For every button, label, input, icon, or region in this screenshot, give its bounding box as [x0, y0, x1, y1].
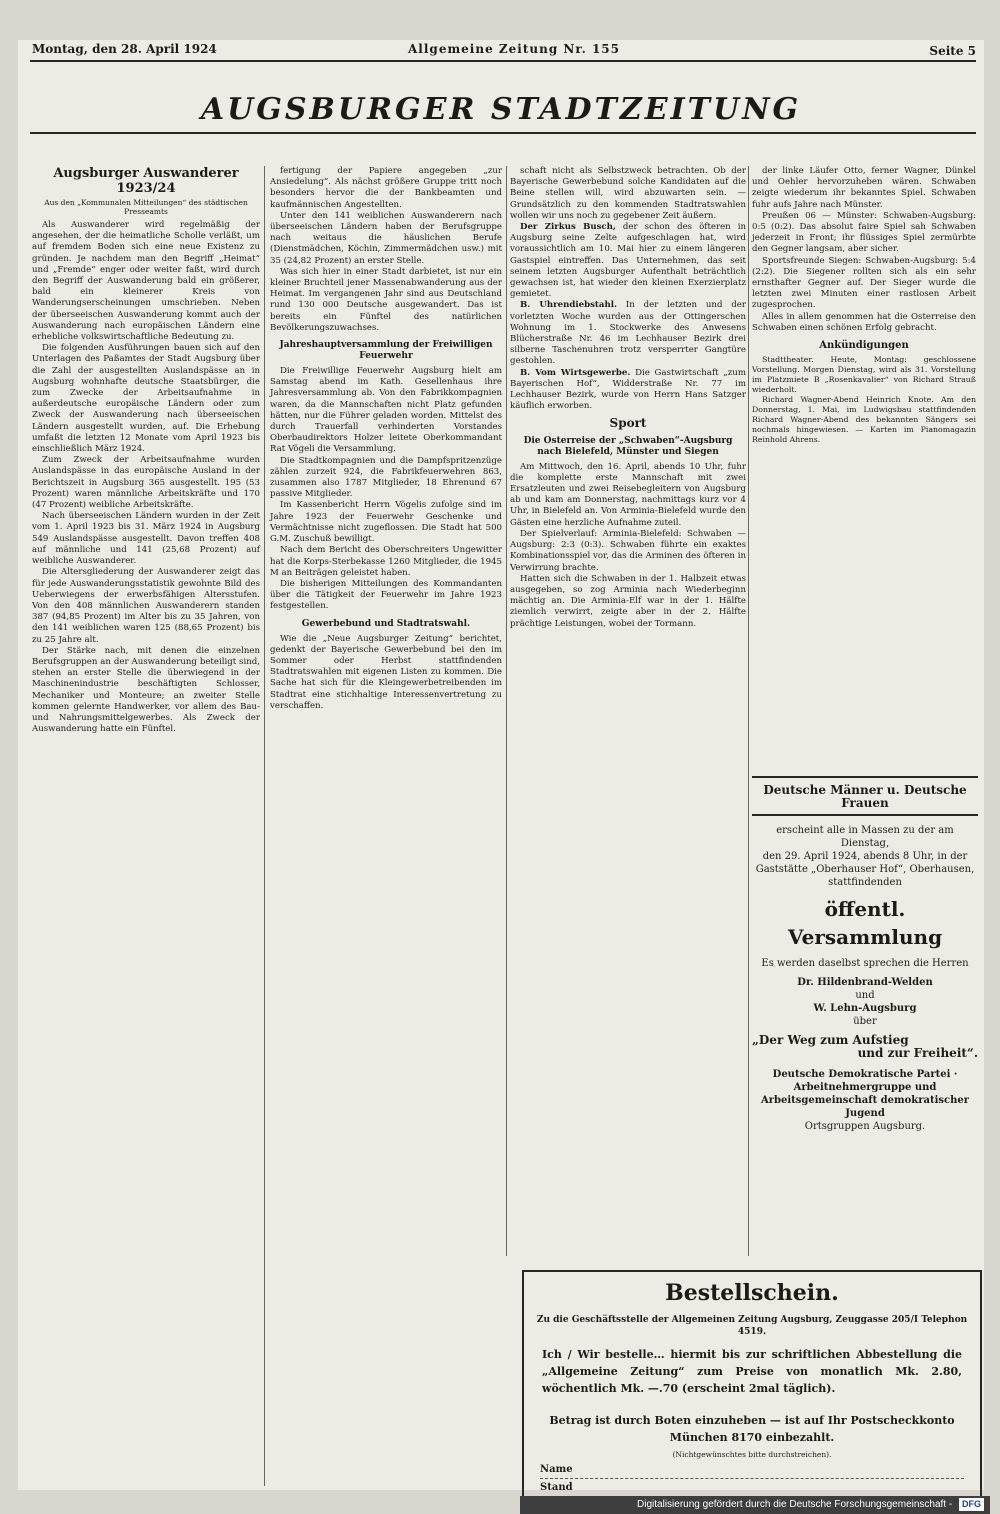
article-headline: Die Osterreise der „Schwaben“-Augsburg nach Bielefeld, Münster und Siegen: [523, 435, 733, 457]
header-rule: [30, 60, 976, 62]
paragraph: Sportsfreunde Siegen: Schwaben-Augsburg: 5:4 (2:2). Die Siegener rollten sich als ein sehr ernsthafter Gegner auf. Der Sieger wurde die letzten zwei Minuten einer rastlosen Arbeit zugesprochen.: [752, 255, 976, 311]
ad-speaker: W. Lehn-Augsburg: [813, 1003, 917, 1014]
ad-big-text: öffentl. Versammlung: [787, 897, 943, 949]
page-header: [18, 40, 984, 56]
item-headline: Der Zirkus Busch,: [520, 222, 616, 233]
item-headline: B. Vom Wirtsgewerbe.: [520, 367, 631, 378]
item-text: In der letzten und der vorletzten Woche wurden aus der Ottingerschen Wohnung im 1. Stockwerke des Anwesens Blücherstraße Nr. 46 im Lechhauser Bezirk drei silberne Taschenuhren trotz versperrter Gangtüre gestohlen.: [510, 300, 746, 367]
paragraph: Alles in allem genommen hat die Osterreise den Schwaben einen schönen Erfolg gebracht.: [752, 311, 976, 333]
order-form: [522, 1270, 982, 1514]
ad-line: über: [853, 1016, 877, 1027]
announcements-heading: Ankündigungen: [819, 340, 909, 352]
digitization-footer: [520, 1496, 990, 1514]
ad-topic: „Der Weg zum Aufstieg: [752, 1033, 909, 1047]
paragraph: fertigung der Papiere angegeben „zur Ansiedelung“. Als nächst größere Gruppe tritt noch besonders hervor die der Bankbeamten und kaufmännischen Angestellten.: [270, 166, 502, 210]
paragraph: Zum Zweck der Arbeitsaufnahme wurden Auslandspässe in das europäische Ausland in der Berichtszeit in Augsburg 365 ausgestellt. 195 (53 Prozent) waren männliche Arbeitskräfte und 170 (47 Prozent) weibliche Arbeitskräfte.: [32, 455, 260, 511]
paragraph: [510, 368, 746, 413]
title-rule: [30, 132, 976, 134]
article-headline: Gewerbebund und Stadtratswahl.: [301, 618, 471, 629]
item-text: der schon des öfteren in Augsburg seine Zelte aufgeschlagen hat, wird voraussichtlich am 10. Mai hier zu einem längeren Gastspiel eintreffen. Das Unternehmen, das seit seinem letzten Augsburger Aufenthalt beträchtlich gewachsen ist, hat wieder den kleinen Exerzierplatz gemietet.: [510, 222, 746, 300]
ad-speaker: Dr. Hildenbrand-Welden: [797, 977, 933, 988]
paragraph: [510, 300, 746, 367]
ad-line: erscheint alle in Massen zu der am Dienstag,: [776, 825, 954, 849]
paragraph: Der Stärke nach, mit denen die einzelnen Berufsgruppen an der Auswanderung beteiligt sind, stehen an erster Stelle die überwiegend in der Maschinenindustrie beschäftigten Schlosser, Mechaniker und Monteure; an zweiter Stelle kommen gelernte Handwerker, vor allem des Bau- und Nahrungsmittelgewerbes. Als Zweck der Auswanderung hatte ein Fünftel.: [32, 645, 260, 735]
political-advertisement: [752, 776, 978, 1133]
paragraph: Die folgenden Ausführungen bauen sich auf den Unterlagen des Paßamtes der Stadt Augsburg über die Zahl der ausgestellten Auslandspässe an in Augsburg wohnhafte deutsche Staatsbürger, die zum Zwecke der Arbeitsaufnahme in außerdeutsche europäische Ländern oder zum Zweck der Auswanderung nach überseeischen Ländern ausgestellt wurden, auf. Die Erhebung umfaßt die letzten 12 Monate vom April 1923 bis einschließlich März 1924.: [32, 343, 260, 455]
paragraph: Unter den 141 weiblichen Auswanderern nach überseeischen Ländern haben der Berufsgruppe nach weitaus die häuslichen Berufe (Dienstmädchen, Köchin, Zimmermädchen usw.) mit 35 (24,82 Prozent) an erster Stelle.: [270, 210, 502, 266]
section-heading-sport: Sport: [609, 416, 647, 431]
paragraph: Die Freiwillige Feuerwehr Augsburg hielt am Samstag abend im Kath. Gesellenhaus ihre Jahresversammlung ab. Von den Fabrikkompagnien waren, da die Mannschaften nicht Platz gefunden hätten, nur die Führer geladen worden. Mittelst des durch Trauerfall verhinderten Vorstandes Oberbaudirektors Holzer leitete Oberkommandant Rat Vögeli die Versammlung.: [270, 366, 502, 455]
paragraph: Nach dem Bericht des Oberschreiters Ungewitter hat die Korps-Sterbekasse 1260 Mitglieder, die 1945 M an Beiträgen geleistet haben.: [270, 545, 502, 578]
article-headline: Augsburger Auswanderer 1923/24: [53, 166, 239, 196]
article-emigrants: [32, 166, 260, 735]
paragraph: Die Stadtkompagnien und die Dampfspritzenzüge zählen zurzeit 924, die Fabrikfeuerwehren 863, zusammen also 1787 Mitglieder, 18 Ehrenund 67 passive Mitglieder.: [270, 455, 502, 500]
paragraph: Am Mittwoch, den 16. April, abends 10 Uhr, fuhr die komplette erste Mannschaft mit zwei Ersatzleuten und zwei Reisebegleitern von Augsburg ab und kam am Donnerstag, nachmittags kurz vor 4 Uhr, in Bielefeld an. Von Arminia-Bielefeld wurde den Gästen eine herzliche Aufnahme zuteil.: [510, 461, 746, 528]
dfg-logo: DFG: [959, 1498, 984, 1511]
paragraph: Als Auswanderer wird regelmäßig der angesehen, der die heimatliche Scholle verläßt, um auf fremdem Boden sich eine neue Existenz zu gründen. Je nachdem man den Begriff „Heimat“ und „Fremde“ enger oder weiter faßt, wird durch den Begriff der Auswanderung bald ein größerer, bald ein kleinerer Kreis von Wanderungserscheinungen umschrieben. Neben der überseeischen Auswanderung kommt auch der Auswanderung nach europäischen Ländern eine erhebliche volkswirtschaftliche Bedeutung zu.: [32, 220, 260, 343]
paragraph: [510, 222, 746, 300]
ad-headline: Deutsche Männer u. Deutsche Frauen: [752, 784, 978, 816]
order-form-stand-field: Stand: [540, 1482, 964, 1497]
section-title: AUGSBURGER STADTZEITUNG: [200, 92, 802, 127]
header-date: Montag, den 28. April 1924: [32, 42, 217, 56]
paragraph: Hatten sich die Schwaben in der 1. Halbzeit etwas ausgegeben, so zog Arminia nach Wiederbeginn mächtig an. Die Arminia-Elf war in der 1. Hälfte ziemlich verwirrt, zeigte aber in der 2. Hälfte prächtige Leistungen, wobei der Tormann.: [510, 573, 746, 629]
header-paper: Allgemeine Zeitung Nr. 155: [408, 42, 620, 56]
paragraph: Die bisherigen Mitteilungen des Kommandanten über die Tätigkeit der Feuerwehr im Jahre 1923 festgestellen.: [270, 578, 502, 612]
column-separator: [748, 166, 749, 1256]
paragraph: der linke Läufer Otto, ferner Wagner, Dünkel und Oehler hervorzuheben wären. Schwaben zeigte wiederum ihr bekanntes Spiel. Schwaben fuhr aufs Jahre nach Münster.: [752, 166, 976, 210]
ad-line: Gaststätte „Oberhauser Hof“, Oberhausen,: [755, 864, 975, 875]
order-form-address: Zu die Geschäftsstelle der Allgemeinen Zeitung Augsburg, Zeuggasse 205/I Telephon 4519.: [536, 1315, 968, 1337]
ad-line: Ortsgruppen Augsburg.: [804, 1121, 926, 1132]
order-form-note: (Nichtgewünschtes bitte durchstreichen).: [672, 1450, 832, 1459]
order-form-body: Ich / Wir bestelle… hiermit bis zur schriftlichen Abbestellung die „Allgemeine Zeitung“ zum Preise von monatlich Mk. 2.80, wöchentlich Mk. —.70 (erscheint 2mal täglich).: [542, 1348, 962, 1395]
ad-organizer: Deutsche Demokratische Partei · Arbeitnehmergruppe und Arbeitsgemeinschaft demokratischer Jugend: [761, 1069, 969, 1119]
announcement: Richard Wagner-Abend Heinrich Knote. Am den Donnerstag, 1. Mai, im Ludwigsbau stattfindenden Richard Wagner-Abend des bekannten Sängers sei nochmals hingewiesen. — Karten im Pianomagazin Reinhold Ahrens.: [752, 395, 976, 445]
order-form-name-field: Name: [540, 1464, 964, 1479]
paragraph: Preußen 06 — Münster: Schwaben-Augsburg: 0:5 (0:2). Das absolut faire Spiel sah Schwaben jederzeit in Front; ihr flüssiges Spiel zermürbte den Gegner langsam, aber sicher.: [752, 210, 976, 255]
order-form-title: Bestellschein.: [665, 1280, 839, 1306]
ad-topic: und zur Freiheit“.: [857, 1046, 978, 1060]
order-form-payment: Betrag ist durch Boten einzuheben — ist auf Ihr Postscheckkonto München 8170 einbezahlt.: [549, 1414, 955, 1444]
article-source: Aus den „Kommunalen Mitteilungen“ des städtischen Presseamts: [44, 198, 248, 216]
paragraph: Nach überseeischen Ländern wurden in der Zeit vom 1. April 1923 bis 31. März 1924 in Augsburg 549 Auslandspässe ausgestellt. Davon treffen 408 auf männliche und 141 (25,68 Prozent) auf weibliche Auswanderer.: [32, 511, 260, 567]
newspaper-page: [18, 40, 984, 1493]
paragraph: Was sich hier in einer Stadt darbietet, ist nur ein kleiner Bruchteil jener Massenabwanderung aus der Heimat. Im vergangenen Jahr sind aus Deutschland rund 130 000 Deutsche ausgewandert. Das ist bereits ein Fünftel des natürlichen Bevölkerungszuwachses.: [270, 266, 502, 333]
paragraph: schaft nicht als Selbstzweck betrachten. Ob der Bayerische Gewerbebund solche Kandidaten auf die Beine stellen will, wird abzuwarten sein. — Grundsätzlich zu den kommenden Stadtratswahlen wollen wir uns noch zu gegebener Zeit äußern.: [510, 166, 746, 221]
paragraph: Die Altersgliederung der Auswanderer zeigt das für jede Auswanderungsstatistik gewohnte Bild des Ueberwiegens der erwerbsfähigen Altersstufen. Von den 408 männlichen Auswanderern standen 387 (94,85 Prozent) im Alter bis zu 35 Jahren, von den 141 weiblichen waren 125 (88,65 Prozent) bis zu 25 Jahre alt.: [32, 567, 260, 645]
ad-line: den 29. April 1924, abends 8 Uhr, in der: [762, 851, 968, 862]
item-headline: B. Uhrendiebstahl.: [520, 300, 617, 311]
announcement: Stadttheater. Heute, Montag: geschlossene Vorstellung. Morgen Dienstag, wird als 31. Vorstellung im Platzmiete B „Rosenkavalier“ von Richard Strauß wiederholt.: [752, 355, 976, 395]
column-separator: [264, 166, 265, 1486]
paragraph: Der Spielverlauf: Arminia-Bielefeld: Schwaben — Augsburg: 2:3 (0:3). Schwaben führte ein exaktes Kombinationsspiel vor, das die Arminen des öfteren in Verwirrung brachte.: [510, 528, 746, 573]
column-separator: [506, 166, 507, 1256]
paragraph: Wie die „Neue Augsburger Zeitung“ berichtet, gedenkt der Bayerische Gewerbebund bei den im Sommer oder Herbst stattfindenden Stadtratswahlen mit eigenen Listen zu kommen. Die Sache hat sich für die Kleingewerbetreibenden im Stadtrat eine stichhaltige Interessenvertretung zu verschaffen.: [270, 633, 502, 711]
column-4: [752, 166, 976, 445]
column-3: [510, 166, 746, 630]
paragraph: Im Kassenbericht Herrn Vögelis zufolge sind im Jahre 1923 der Feuerwehr Geschenke und Vermächtnisse nicht zugeflossen. Die Stadt hat 500 G.M. Zuschuß bewilligt.: [270, 500, 502, 545]
article-headline: Jahreshauptversammlung der Freiwilligen Feuerwehr: [279, 340, 493, 362]
ad-line: stattfindenden: [828, 877, 902, 888]
header-page: Seite 5: [929, 44, 976, 58]
footer-text: Digitalisierung gefördert durch die Deutsche Forschungsgemeinschaft -: [637, 1499, 953, 1510]
ad-line: Es werden daselbst sprechen die Herren: [761, 958, 969, 969]
item-text: Die Gastwirtschaft „zum Bayerischen Hof“, Widderstraße Nr. 77 im Lechhauser Bezirk, wurde von Herrn Hans Satzger käuflich erworben.: [510, 367, 746, 412]
ad-line: und: [855, 990, 875, 1001]
column-2: [270, 166, 502, 712]
